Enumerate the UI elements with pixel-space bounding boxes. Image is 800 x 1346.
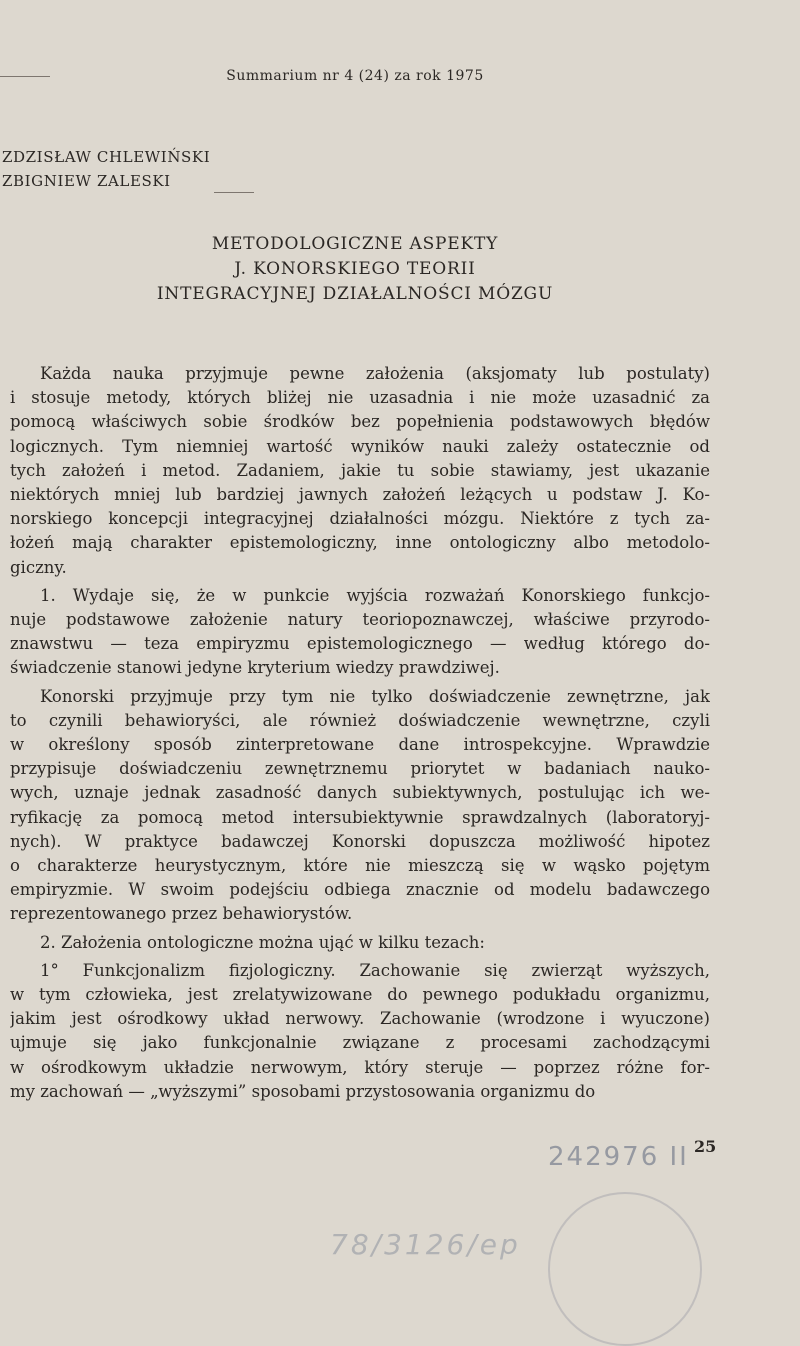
title-line: J. KONORSKIEGO TEORII <box>234 259 476 279</box>
text-line: Każda nauka przyjmuje pewne założenia (aksjomaty lub postulaty) <box>40 364 710 383</box>
text-line: tych założeń i metod. Zadaniem, jakie tu sobie stawiamy, jest ukazanie <box>10 460 710 480</box>
text-line: łożeń mają charakter epistemologiczny, inne ontologiczny albo metodolo- <box>10 533 710 553</box>
paragraph <box>10 685 710 927</box>
text-line: w ośrodkowym układzie nerwowym, który steruje — poprzez różne for- <box>10 1057 710 1077</box>
pen-mark <box>214 192 254 193</box>
text-line: my zachowań — „wyższymi” sposobami przystosowania organizmu do <box>10 1081 596 1101</box>
text-line: reprezentowanego przez behawiorystów. <box>10 904 353 924</box>
author-name: ZBIGNIEW ZALESKI <box>2 172 171 190</box>
handwritten-inventory-number: 78/3126/ep <box>330 1228 521 1261</box>
text-line: pomocą właściwych sobie środków bez popełnienia podstawowych błędów <box>10 412 710 432</box>
text-line: przypisuje doświadczeniu zewnętrznemu priorytet w badaniach nauko- <box>10 759 710 779</box>
library-stamp <box>548 1192 702 1346</box>
title-line: METODOLOGICZNE ASPEKTY <box>211 234 499 254</box>
text-line: jakim jest ośrodkowy układ nerwowy. Zachowanie (wrodzone i wyuczone) <box>10 1009 710 1029</box>
paragraph <box>10 931 710 955</box>
article-title <box>0 232 710 307</box>
author-list <box>2 145 210 193</box>
text-line: 1° Funkcjonalizm fizjologiczny. Zachowanie się zwierząt wyższych, <box>40 960 710 980</box>
text-line: świadczenie stanowi jedyne kryterium wiedzy prawdziwej. <box>10 658 500 678</box>
text-line: ujmuje się jako funkcjonalnie związane z procesami zachodzącymi <box>10 1033 710 1053</box>
text-line: nuje podstawowe założenie natury teoriopoznawczej, właściwe przyrodo- <box>10 610 710 630</box>
text-line: empiryzmie. W swoim podejściu odbiega znacznie od modelu badawczego <box>10 880 710 900</box>
text-line: 2. Założenia ontologiczne można ująć w kilku tezach: <box>40 932 485 952</box>
text-line: i stosuje metody, których bliżej nie uzasadnia i nie może uzasadnić za <box>10 388 710 408</box>
text-line: to czynili behawioryści, ale również doświadczenie wewnętrzne, czyli <box>10 710 710 730</box>
title-line: INTEGRACYJNEJ DZIAŁALNOŚCI MÓZGU <box>156 284 554 304</box>
text-line: nych). W praktyce badawczej Konorski dopuszcza możliwość hipotez <box>10 831 710 851</box>
text-line: Konorski przyjmuje przy tym nie tylko doświadczenie zewnętrzne, jak <box>40 686 710 706</box>
text-line: norskiego koncepcji integracyjnej działalności mózgu. Niektóre z tych za- <box>10 509 710 529</box>
text-line: w tym człowieka, jest zrelatywizowane do pewnego podukładu organizmu, <box>10 985 710 1005</box>
text-line: niektórych mniej lub bardziej jawnych założeń leżących u podstaw J. Ko- <box>10 485 710 505</box>
text-line: o charakterze heurystycznym, które nie mieszczą się w wąsko pojętym <box>10 856 710 876</box>
paragraph <box>10 362 710 580</box>
author-name: ZDZISŁAW CHLEWIŃSKI <box>2 148 211 166</box>
text-line: ryfikację za pomocą metod intersubiektywnie sprawdzalnych (laboratoryj- <box>10 807 710 827</box>
text-line: giczny. <box>10 557 67 577</box>
journal-header: Summarium nr 4 (24) za rok 1975 <box>226 68 484 84</box>
handwritten-catalog-number: 242976 II <box>548 1142 689 1172</box>
text-line: znawstwu — teza empiryzmu epistemologicznego — według którego do- <box>10 634 710 654</box>
text-line: 1. Wydaje się, że w punkcie wyjścia rozważań Konorskiego funkcjo- <box>40 585 710 605</box>
text-line: wych, uznaje jednak zasadność danych subiektywnych, postulując ich we- <box>10 783 710 803</box>
page-number: 25 <box>694 1137 717 1156</box>
paragraph <box>10 959 710 1104</box>
text-line: w określony sposób zinterpretowane dane introspekcyjne. Wprawdzie <box>10 735 710 755</box>
paragraph <box>10 584 710 681</box>
text-line: logicznych. Tym niemniej wartość wyników nauki zależy ostatecznie od <box>10 436 710 456</box>
article-body <box>10 362 710 1108</box>
